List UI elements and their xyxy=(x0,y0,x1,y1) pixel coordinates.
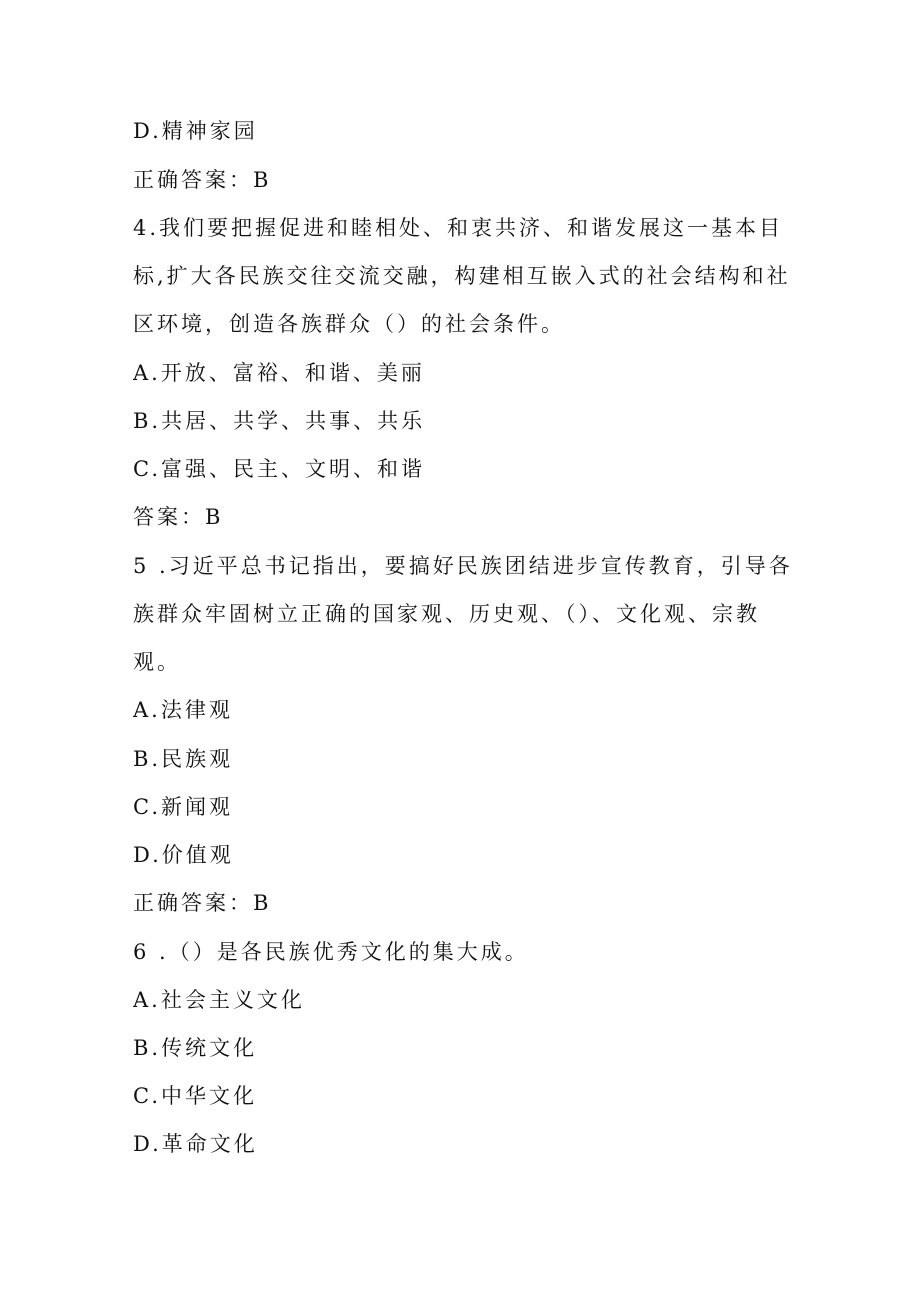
option-d-q6: D.革命文化 xyxy=(133,1132,258,1156)
question-4-line-1: 4.我们要把握促进和睦相处、和衷共济、和谐发展这一基本目 xyxy=(133,216,784,240)
answer-q3: 正确答案：B xyxy=(133,168,272,192)
question-6: 6 .（）是各民族优秀文化的集大成。 xyxy=(133,940,529,964)
question-5-line-1: 5 .习近平总书记指出，要搞好民族团结进步宣传教育，引导各 xyxy=(133,554,793,578)
question-5-line-2: 族群众牢固树立正确的国家观、历史观、（）、文化观、宗教 xyxy=(133,602,760,626)
answer-q4: 答案：B xyxy=(133,505,224,529)
option-c-q5: C.新闻观 xyxy=(133,795,233,819)
option-d-q5: D.价值观 xyxy=(133,843,234,867)
answer-q5: 正确答案：B xyxy=(133,891,272,915)
question-4-line-3: 区环境，创造各族群众（）的社会条件。 xyxy=(133,312,565,336)
question-4-line-2: 标,扩大各民族交往交流交融，构建相互嵌入式的社会结构和社 xyxy=(133,264,791,288)
option-b-q5: B.民族观 xyxy=(133,747,234,771)
option-c-q6: C.中华文化 xyxy=(133,1084,257,1108)
option-a-q4: A.开放、富裕、和谐、美丽 xyxy=(133,361,425,385)
option-a-q5: A.法律观 xyxy=(133,698,233,722)
question-5-line-3: 观。 xyxy=(133,650,181,674)
option-c-q4: C.富强、民主、文明、和谐 xyxy=(133,457,425,481)
option-b-q4: B.共居、共学、共事、共乐 xyxy=(133,409,426,433)
option-d-q3: D.精神家园 xyxy=(133,119,258,143)
option-b-q6: B.传统文化 xyxy=(133,1036,258,1060)
option-a-q6: A.社会主义文化 xyxy=(133,988,305,1012)
